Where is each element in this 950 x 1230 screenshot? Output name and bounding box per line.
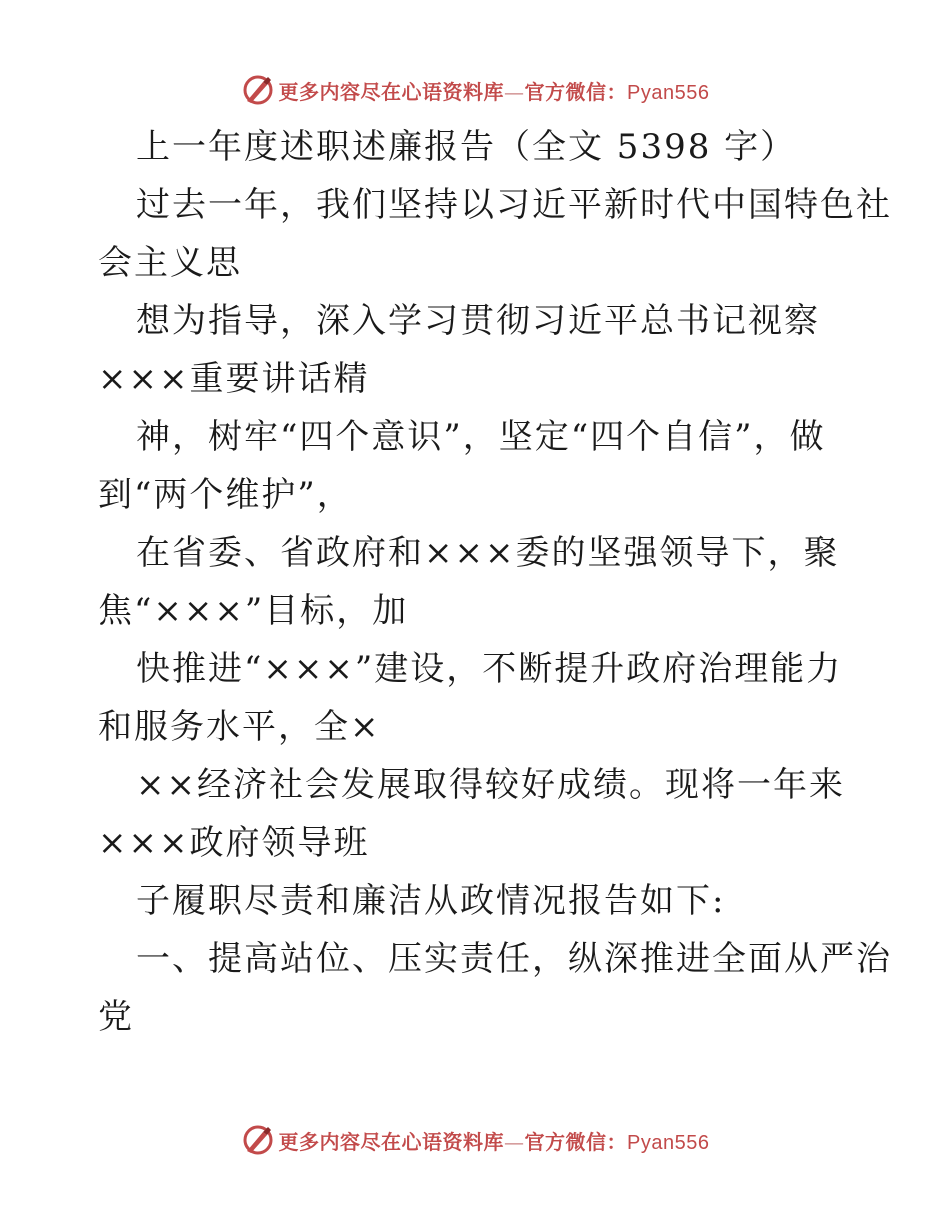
paragraph-line: 和服务水平，全× xyxy=(98,707,381,747)
paragraph-line: 到“两个维护”， xyxy=(98,475,353,515)
document-body xyxy=(98,118,892,1046)
paragraph-line: 神，树牢“四个意识”，坚定“四个自信”，做 xyxy=(136,417,826,457)
pen-logo-icon xyxy=(241,73,275,107)
paragraph-line: 会主义思 xyxy=(98,243,242,283)
paragraph-line: ××经济社会发展取得较好成绩。现将一年来 xyxy=(136,765,845,805)
paragraph-line: 快推进“×××”建设，不断提升政府治理能力 xyxy=(136,649,843,689)
paragraph-line: 在省委、省政府和×××委的坚强领导下，聚 xyxy=(136,533,840,573)
watermark-contact-label: 官方微信： xyxy=(524,79,628,104)
watermark-site-text: 更多内容尽在心语资料库 xyxy=(278,1129,505,1154)
footer-watermark xyxy=(0,1120,950,1160)
watermark-separator: — xyxy=(504,1129,525,1154)
watermark-contact-id: Pyan556 xyxy=(627,81,710,104)
header-watermark xyxy=(0,70,950,110)
document-title: 上一年度述职述廉报告（全文 5398 字） xyxy=(136,127,797,167)
paragraph-line: 子履职尽责和廉洁从政情况报告如下: xyxy=(136,881,726,921)
watermark-contact-id: Pyan556 xyxy=(627,1131,710,1154)
pen-logo-icon xyxy=(241,1123,275,1157)
section-heading-continued: 党 xyxy=(98,997,134,1037)
paragraph-line: 想为指导，深入学习贯彻习近平总书记视察 xyxy=(136,301,820,341)
watermark-site-text: 更多内容尽在心语资料库 xyxy=(278,79,505,104)
paragraph-line: ×××政府领导班 xyxy=(98,823,370,863)
watermark-text xyxy=(279,76,710,105)
watermark-separator: — xyxy=(504,79,525,104)
paragraph-line: 过去一年，我们坚持以习近平新时代中国特色社 xyxy=(136,185,892,225)
paragraph-line: 焦“×××”目标，加 xyxy=(98,591,409,631)
section-heading: 一、提高站位、压实责任，纵深推进全面从严治 xyxy=(136,939,892,979)
watermark-contact-label: 官方微信： xyxy=(524,1129,628,1154)
paragraph-line: ×××重要讲话精 xyxy=(98,359,370,399)
watermark-text xyxy=(279,1126,710,1155)
